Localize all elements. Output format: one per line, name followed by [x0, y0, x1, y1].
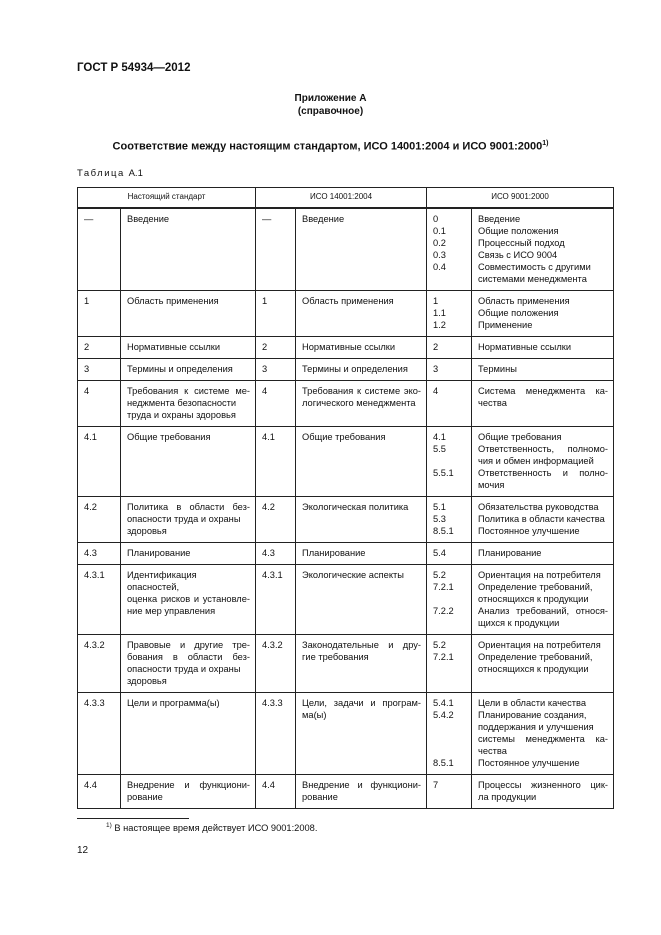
- iso9001-clause-number-line: 5.4.1: [433, 698, 454, 708]
- iso14001-clause-title-line: Экологические аспекты: [302, 570, 404, 580]
- iso9001-clause-number-line: 7.2.1: [433, 582, 454, 592]
- standard-clause-title-line: Область применения: [127, 296, 219, 306]
- standard-clause-number-line: 4.2: [84, 502, 97, 512]
- standard-clause-title-line: Политика в области без-: [127, 502, 251, 512]
- iso14001-clause-number: [256, 427, 296, 497]
- iso14001-clause-number-line: 4.1: [262, 432, 275, 442]
- footnote-marker: 1): [106, 822, 112, 829]
- appendix-subtitle: (справочное): [297, 106, 364, 117]
- iso14001-clause-title: [296, 291, 427, 337]
- standard-clause-title: [121, 208, 256, 291]
- iso14001-clause-number-line: 4.3.2: [262, 640, 283, 650]
- iso14001-clause-title-line: Планирование: [302, 548, 366, 558]
- iso9001-clause-title: [472, 543, 614, 565]
- standard-clause-title: [121, 359, 256, 381]
- table-row: [78, 337, 614, 359]
- standard-clause-title-line: Нормативные ссылки: [127, 342, 221, 352]
- iso9001-clause-title-line: Применение: [478, 320, 533, 330]
- footnote-divider: [77, 818, 189, 819]
- iso14001-clause-number: [256, 693, 296, 775]
- iso14001-clause-number-line: 4.2: [262, 502, 275, 512]
- standard-clause-number: [78, 359, 121, 381]
- iso9001-clause-number-line: 5.1: [433, 502, 446, 512]
- iso9001-clause-number: [427, 775, 472, 809]
- standard-clause-title-line: труда и охраны здоровья: [127, 410, 236, 420]
- iso9001-clause-title: [472, 427, 614, 497]
- standard-clause-title-line: неджмента безопасности: [127, 398, 237, 408]
- iso14001-clause-title-line: Область применения: [302, 296, 394, 306]
- table-row: [78, 381, 614, 427]
- iso9001-clause-title: [472, 693, 614, 775]
- standard-clause-number-line: 4: [84, 386, 90, 396]
- iso9001-clause-number-line: 5.5.1: [433, 468, 454, 478]
- iso9001-clause-number-line: 1.2: [433, 320, 446, 330]
- iso9001-clause-title-line: Ориентация на потребителя: [478, 640, 601, 650]
- iso9001-clause-title: [472, 208, 614, 291]
- standard-clause-title-line: Планирование: [127, 548, 191, 558]
- iso9001-clause-title-line: Нормативные ссылки: [478, 342, 572, 352]
- standard-clause-title: [121, 337, 256, 359]
- table-title-text: Соответствие между настоящим стандартом, ИСО 14001:2004 и ИСО 9001:2000: [112, 140, 543, 153]
- iso14001-clause-number: [256, 543, 296, 565]
- standard-clause-title: [121, 497, 256, 543]
- iso14001-clause-title-line: Внедрение и функциони-: [302, 780, 422, 790]
- standard-clause-number: [78, 427, 121, 497]
- standard-clause-title-line: бования в области без-: [127, 652, 251, 662]
- standard-clause-number-line: 4.3: [84, 548, 97, 558]
- iso9001-clause-number: [427, 565, 472, 635]
- footnote: [106, 822, 317, 833]
- footnote-text: В настоящее время действует ИСО 9001:2008.: [114, 823, 318, 834]
- iso14001-clause-title-line: Цели, задачи и програм-: [302, 698, 422, 708]
- standard-clause-number-line: —: [84, 214, 94, 224]
- iso9001-clause-number-line: 5.3: [433, 514, 446, 524]
- iso9001-clause-title-line: Связь с ИСО 9004: [478, 250, 558, 260]
- iso9001-clause-number: [427, 427, 472, 497]
- iso14001-clause-number: [256, 565, 296, 635]
- standard-clause-number-line: 4.3.3: [84, 698, 105, 708]
- iso9001-clause-title-line: Процессы жизненного цик-: [478, 780, 609, 790]
- iso9001-clause-number-line: [433, 721, 466, 733]
- iso9001-clause-title: [472, 291, 614, 337]
- iso14001-clause-title-line: Введение: [302, 214, 345, 224]
- iso9001-clause-title: [472, 635, 614, 693]
- table-row: [78, 635, 614, 693]
- iso9001-clause-title-line: Постоянное улучшение: [478, 758, 580, 768]
- iso14001-clause-number-line: 4.3.3: [262, 698, 283, 708]
- iso14001-clause-title-line: Нормативные ссылки: [302, 342, 396, 352]
- iso9001-clause-number-line: [433, 745, 466, 757]
- table-row: [78, 291, 614, 337]
- iso9001-clause-title-line: Планирование: [478, 548, 542, 558]
- table-row: [78, 497, 614, 543]
- iso9001-clause-title-line: Процессный подход: [478, 238, 565, 248]
- table-row: [78, 775, 614, 809]
- standard-clause-number: [78, 775, 121, 809]
- iso9001-clause-title-line: Общие положения: [478, 226, 559, 236]
- iso9001-clause-title-line: Совместимость с другими: [478, 262, 591, 272]
- iso14001-clause-title: [296, 337, 427, 359]
- iso9001-clause-title-line: относящихся к продукции: [478, 664, 589, 674]
- standard-clause-title: [121, 427, 256, 497]
- iso9001-clause-title: [472, 497, 614, 543]
- table-label: [77, 168, 143, 179]
- iso14001-clause-number: [256, 775, 296, 809]
- table-label-word: Таблица: [77, 168, 125, 179]
- iso9001-clause-number: [427, 359, 472, 381]
- iso14001-clause-title-line: Законодательные и дру-: [302, 640, 422, 650]
- standard-clause-number-line: 2: [84, 342, 90, 352]
- standard-clause-title-line: здоровья: [127, 676, 167, 686]
- iso14001-clause-title-line: Общие требования: [302, 432, 386, 442]
- iso9001-clause-title: [472, 381, 614, 427]
- standard-clause-title-line: Термины и определения: [127, 364, 233, 374]
- iso9001-clause-number-line: 4.1: [433, 432, 446, 442]
- standard-clause-title-line: Идентификация опасностей,: [127, 570, 197, 592]
- iso9001-clause-number-line: 5.4.2: [433, 710, 454, 720]
- standard-clause-number-line: 1: [84, 296, 90, 306]
- iso14001-clause-title: [296, 635, 427, 693]
- standard-clause-number: [78, 635, 121, 693]
- iso14001-clause-title: [296, 775, 427, 809]
- iso9001-clause-title-line: Ориентация на потребителя: [478, 570, 601, 580]
- iso14001-clause-title: [296, 565, 427, 635]
- iso9001-clause-number-line: 4: [433, 386, 439, 396]
- iso14001-clause-number: [256, 359, 296, 381]
- correspondence-table: [77, 187, 614, 809]
- iso9001-clause-number-line: [433, 455, 466, 467]
- iso9001-clause-number-line: 0.2: [433, 238, 446, 248]
- iso9001-clause-number-line: 8.5.1: [433, 526, 454, 536]
- iso9001-clause-title-line: Анализ требований, относя-: [478, 606, 609, 616]
- iso9001-clause-number-line: 1.1: [433, 308, 446, 318]
- iso9001-clause-title-line: щихся к продукции: [478, 618, 560, 628]
- standard-clause-title-line: рование: [127, 792, 163, 802]
- iso9001-clause-title-line: Политика в области качества: [478, 514, 605, 524]
- standard-clause-title-line: Общие требования: [127, 432, 211, 442]
- standard-clause-number: [78, 291, 121, 337]
- appendix-heading: [0, 92, 661, 118]
- iso9001-clause-number-line: 5.2: [433, 640, 446, 650]
- standard-clause-number: [78, 497, 121, 543]
- iso9001-clause-number: [427, 635, 472, 693]
- iso9001-clause-number-line: 0.1: [433, 226, 446, 236]
- iso14001-clause-title-line: Термины и определения: [302, 364, 408, 374]
- standard-clause-title-line: Цели и программа(ы): [127, 698, 220, 708]
- standard-clause-title: [121, 693, 256, 775]
- iso14001-clause-number-line: 4.3: [262, 548, 275, 558]
- standard-clause-number: [78, 208, 121, 291]
- iso14001-clause-number-line: 4.3.1: [262, 570, 283, 580]
- iso9001-clause-number-line: 7: [433, 780, 439, 790]
- iso14001-clause-title: [296, 208, 427, 291]
- standard-clause-title-line: оценка рисков и установле-: [127, 594, 251, 604]
- standard-clause-number: [78, 337, 121, 359]
- iso9001-clause-number-line: 0: [433, 214, 439, 224]
- iso9001-clause-number-line: 0.4: [433, 262, 446, 272]
- standard-clause-title-line: Правовые и другие тре-: [127, 640, 251, 650]
- iso9001-clause-title-line: Обязательства руководства: [478, 502, 599, 512]
- iso9001-clause-title: [472, 775, 614, 809]
- iso14001-clause-number-line: 4: [262, 386, 268, 396]
- iso9001-clause-title-line: Общие положения: [478, 308, 559, 318]
- standard-clause-title-line: Требования к системе ме-: [127, 386, 251, 396]
- iso9001-clause-number-line: 1: [433, 296, 439, 306]
- iso14001-clause-number: [256, 208, 296, 291]
- standard-clause-number: [78, 565, 121, 635]
- iso9001-clause-title-line: Планирование создания,: [478, 710, 587, 720]
- iso9001-clause-title-line: Постоянное улучшение: [478, 526, 580, 536]
- iso9001-clause-title: [472, 359, 614, 381]
- iso14001-clause-number: [256, 497, 296, 543]
- iso9001-clause-title-line: Термины: [478, 364, 517, 374]
- standard-clause-number-line: 4.3.2: [84, 640, 105, 650]
- standard-clause-title: [121, 381, 256, 427]
- iso14001-clause-number: [256, 337, 296, 359]
- iso14001-clause-number-line: 3: [262, 364, 268, 374]
- page-number: 12: [77, 845, 89, 856]
- iso9001-clause-number-line: [433, 593, 466, 605]
- iso9001-clause-number: [427, 208, 472, 291]
- table-row: [78, 543, 614, 565]
- iso9001-clause-title-line: чества: [478, 746, 507, 756]
- appendix-title: Приложение А: [294, 93, 367, 104]
- iso14001-clause-title-line: логического менеджмента: [302, 398, 416, 408]
- iso14001-clause-title-line: Экологическая политика: [302, 502, 409, 512]
- standard-clause-title-line: опасности труда и охраны: [127, 514, 241, 524]
- iso9001-clause-number: [427, 291, 472, 337]
- iso14001-clause-number: [256, 291, 296, 337]
- document-code: ГОСТ Р 54934—2012: [77, 62, 191, 74]
- column-header-iso-14001: ИСО 14001:2004: [256, 188, 427, 209]
- column-header-iso-9001: ИСО 9001:2000: [427, 188, 614, 209]
- table-row: [78, 208, 614, 291]
- iso9001-clause-number: [427, 543, 472, 565]
- standard-clause-number: [78, 381, 121, 427]
- iso9001-clause-title-line: чия и обмен информацией: [478, 456, 594, 466]
- standard-clause-number: [78, 543, 121, 565]
- standard-clause-title: [121, 543, 256, 565]
- iso9001-clause-number-line: 2: [433, 342, 439, 352]
- iso14001-clause-title: [296, 497, 427, 543]
- iso9001-clause-title-line: чества: [478, 398, 507, 408]
- iso9001-clause-number: [427, 337, 472, 359]
- iso9001-clause-number-line: 5.4: [433, 548, 446, 558]
- iso9001-clause-title-line: Определение требований,: [478, 652, 593, 662]
- table-title: [0, 140, 661, 153]
- iso14001-clause-number: [256, 635, 296, 693]
- iso14001-clause-title-line: Требования к системе эко-: [302, 386, 422, 396]
- standard-clause-title: [121, 635, 256, 693]
- standard-clause-number-line: 4.1: [84, 432, 97, 442]
- table-row: [78, 359, 614, 381]
- iso9001-clause-title-line: системы менеджмента ка-: [478, 734, 609, 744]
- iso9001-clause-title-line: Система менеджмента ка-: [478, 386, 609, 396]
- iso14001-clause-title-line: рование: [302, 792, 338, 802]
- table-label-number: А.1: [128, 168, 143, 179]
- standard-clause-title-line: опасности труда и охраны: [127, 664, 241, 674]
- table-body: [78, 208, 614, 809]
- iso9001-clause-number-line: 3: [433, 364, 439, 374]
- iso14001-clause-number-line: —: [262, 214, 272, 224]
- iso9001-clause-number: [427, 381, 472, 427]
- iso9001-clause-title-line: системами менеджмента: [478, 274, 587, 284]
- iso9001-clause-title-line: Ответственность и полно-: [478, 468, 609, 478]
- iso9001-clause-title: [472, 337, 614, 359]
- table-row: [78, 427, 614, 497]
- iso9001-clause-number: [427, 497, 472, 543]
- iso9001-clause-title-line: Общие требования: [478, 432, 562, 442]
- iso14001-clause-title: [296, 693, 427, 775]
- iso9001-clause-number-line: 7.2.2: [433, 606, 454, 616]
- iso9001-clause-number-line: 0.3: [433, 250, 446, 260]
- standard-clause-number: [78, 693, 121, 775]
- iso14001-clause-title: [296, 543, 427, 565]
- iso14001-clause-number-line: 1: [262, 296, 268, 306]
- column-header-this-standard: Настоящий стандарт: [78, 188, 256, 209]
- iso9001-clause-title-line: Область применения: [478, 296, 570, 306]
- iso14001-clause-number: [256, 381, 296, 427]
- standard-clause-number-line: 3: [84, 364, 90, 374]
- standard-clause-number-line: 4.4: [84, 780, 97, 790]
- standard-clause-title-line: здоровья: [127, 526, 167, 536]
- table-row: [78, 565, 614, 635]
- iso9001-clause-number-line: 5.5: [433, 444, 446, 454]
- standard-clause-title: [121, 291, 256, 337]
- standard-clause-title-line: Введение: [127, 214, 170, 224]
- iso9001-clause-number-line: 5.2: [433, 570, 446, 580]
- standard-clause-title: [121, 775, 256, 809]
- iso9001-clause-title-line: Ответственность, полномо-: [478, 444, 609, 454]
- iso9001-clause-title-line: Введение: [478, 214, 521, 224]
- iso14001-clause-number-line: 2: [262, 342, 268, 352]
- table-header-row: [78, 188, 614, 209]
- iso14001-clause-title-line: гие требования: [302, 652, 369, 662]
- iso9001-clause-title-line: Цели в области качества: [478, 698, 586, 708]
- iso14001-clause-title: [296, 381, 427, 427]
- standard-clause-title-line: ние мер управления: [127, 606, 216, 616]
- standard-clause-title-line: Внедрение и функциони-: [127, 780, 251, 790]
- iso9001-clause-number: [427, 693, 472, 775]
- iso9001-clause-title-line: мочия: [478, 480, 505, 490]
- iso9001-clause-number-line: 8.5.1: [433, 758, 454, 768]
- table-row: [78, 693, 614, 775]
- iso14001-clause-title: [296, 427, 427, 497]
- standard-clause-title: [121, 565, 256, 635]
- standard-clause-number-line: 4.3.1: [84, 570, 105, 580]
- iso14001-clause-title-line: ма(ы): [302, 710, 327, 720]
- iso14001-clause-number-line: 4.4: [262, 780, 275, 790]
- iso9001-clause-title-line: поддержания и улучшения: [478, 722, 594, 732]
- iso9001-clause-title: [472, 565, 614, 635]
- iso14001-clause-title: [296, 359, 427, 381]
- footnote-mark: 1): [542, 140, 549, 147]
- iso9001-clause-title-line: относящихся к продукции: [478, 594, 589, 604]
- iso9001-clause-title-line: ла продукции: [478, 792, 537, 802]
- iso9001-clause-title-line: Определение требований,: [478, 582, 593, 592]
- iso9001-clause-number-line: 7.2.1: [433, 652, 454, 662]
- iso9001-clause-number-line: [433, 733, 466, 745]
